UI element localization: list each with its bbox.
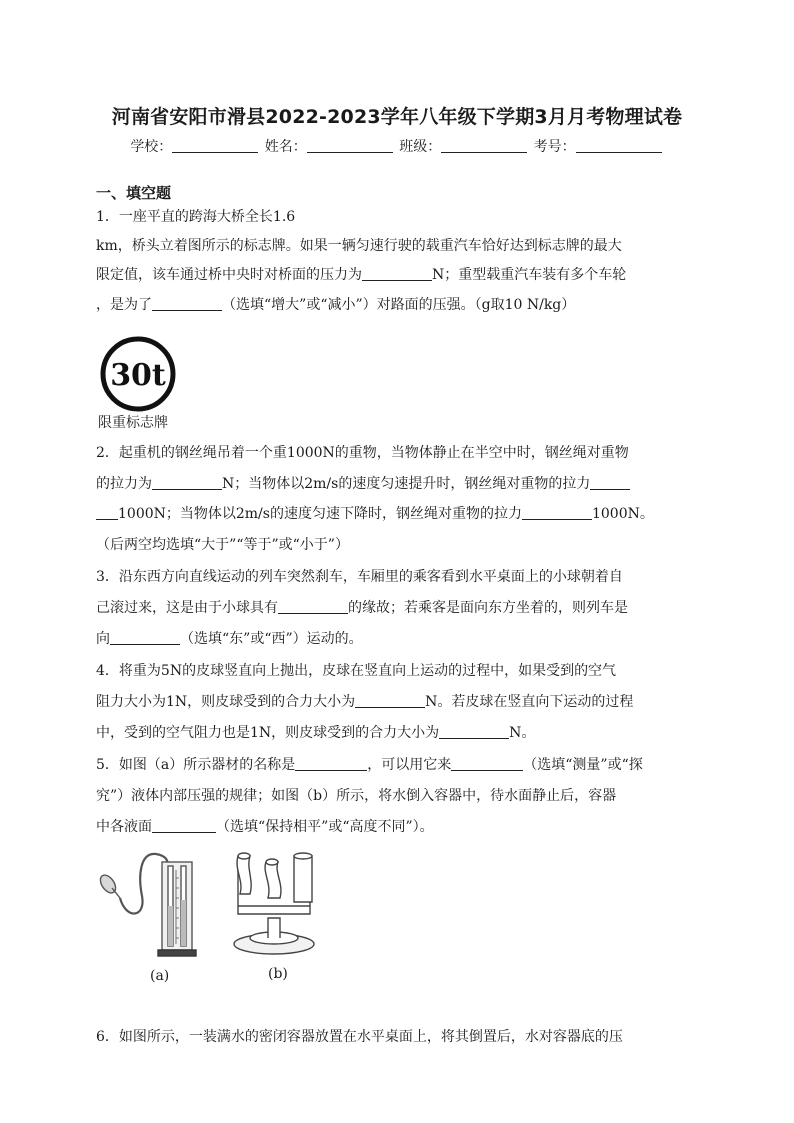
q2-line-4: （后两空均选填“大于”“等于”或“小于”） — [96, 537, 349, 553]
rubber-tube — [120, 854, 168, 914]
q3-line-3 — [96, 628, 696, 648]
q4-text-3a: 中，受到的空气阻力也是1N，则皮球受到的合力大小为 — [96, 725, 440, 741]
sign-caption: 限重标志牌 — [98, 415, 168, 431]
q1-text-4b: （选填“增大”或“减小”）对路面的压强。（g取10 N/kg） — [222, 297, 576, 313]
school-label: 学校： — [130, 139, 173, 155]
sign-text: 30t — [110, 358, 166, 393]
school-blank[interactable] — [172, 138, 258, 153]
vessel-left-mouth — [238, 853, 250, 859]
gauge-base — [158, 950, 196, 956]
q4-blank-2[interactable] — [439, 724, 509, 739]
q5-blank-1[interactable] — [295, 756, 367, 771]
q4-blank-1[interactable] — [355, 693, 425, 708]
figure-a-caption: (a) — [150, 968, 170, 984]
q5-text-3b: （选填“保持相平”或“高度不同”）。 — [216, 819, 434, 835]
q2-blank-1[interactable] — [152, 475, 222, 490]
q2-text-3c: 1000N。 — [591, 506, 654, 522]
number-blank[interactable] — [576, 138, 662, 153]
q2-blank-2-part1[interactable] — [590, 475, 630, 490]
liquid-left — [168, 906, 173, 946]
q2-line-1: 2．起重机的钢丝绳吊着一个重1000N的重物，当物体静止在半空中时，钢丝绳对重物 — [96, 445, 629, 461]
q1-text-3a: 限定值，该车通过桥中央时对桥面的压力为 — [96, 267, 362, 283]
q3-text-2a: 己滚过来，这是由于小球具有 — [96, 600, 278, 616]
q4-line-1: 4．将重为5N的皮球竖直向上抛出，皮球在竖直向上运动的过程中，如果受到的空气 — [96, 663, 617, 679]
q5-text-1a: 5．如图（a）所示器材的名称是 — [96, 757, 296, 773]
exam-title: 河南省安阳市滑县2022-2023学年八年级下学期3月月考物理试卷 — [111, 106, 683, 128]
q1-blank-2[interactable] — [152, 296, 222, 311]
q2-text-3b: 1000N；当物体以2m/s的速度匀速下降时，钢丝绳对重物的拉力 — [118, 506, 522, 522]
q3-line-1: 3．沿东西方向直线运动的列车突然刹车，车厢里的乘客看到水平桌面上的小球朝着自 — [96, 569, 623, 585]
q5-blank-3[interactable] — [152, 818, 216, 833]
student-info-row — [0, 136, 794, 156]
number-label: 考号： — [533, 139, 576, 155]
q6-line-1: 6．如图所示，一装满水的密闭容器放置在水平桌面上，将其倒置后，水对容器底的压 — [96, 1029, 623, 1045]
q3-blank-1[interactable] — [278, 599, 348, 614]
figure-a-pressure-gauge — [96, 848, 216, 958]
name-blank[interactable] — [307, 138, 393, 153]
q1-text-4a: ，是为了 — [96, 297, 152, 313]
q4-text-2b: N。若皮球在竖直向下运动的过程 — [425, 694, 634, 710]
q1-blank-1[interactable] — [362, 266, 432, 281]
q1-line-3 — [96, 264, 696, 284]
figure-b-caption: (b) — [268, 966, 288, 982]
q1-line-1: 1．一座平直的跨海大桥全长1.6 — [96, 209, 296, 225]
q3-blank-2[interactable] — [110, 630, 180, 645]
class-blank[interactable] — [441, 138, 527, 153]
figure-b-connected-vessels — [232, 846, 322, 958]
section-title: 一、填空题 — [96, 184, 172, 202]
q3-text-3a: 向 — [96, 631, 110, 647]
q5-text-3a: 中各液面 — [96, 819, 152, 835]
liquid-right — [181, 900, 186, 946]
vessel-middle-arm — [265, 862, 281, 898]
q4-line-3 — [96, 722, 696, 742]
q4-line-2 — [96, 691, 696, 711]
q5-text-1c: （选填“测量”或“探 — [523, 757, 643, 773]
q3-line-2 — [96, 597, 696, 617]
name-label: 姓名： — [264, 139, 307, 155]
q2-line-3 — [96, 503, 696, 523]
vessel-right-arm — [294, 856, 312, 902]
q2-text-2a: 的拉力为 — [96, 476, 152, 492]
q4-text-3b: N。 — [509, 725, 536, 741]
class-label: 班级： — [399, 139, 442, 155]
q5-line-1 — [96, 754, 696, 774]
q1-text-3b: N；重型载重汽车装有多个车轮 — [432, 267, 627, 283]
vessel-right-mouth — [294, 853, 312, 859]
vessel-middle-mouth — [266, 859, 278, 865]
gauge-board — [162, 862, 192, 950]
q2-blank-3[interactable] — [522, 505, 592, 520]
q5-text-1b: ，可以用它来 — [367, 757, 452, 773]
q5-line-2: 究”）液体内部压强的规律；如图（b）所示，将水倒入容器中，待水面静止后，容器 — [96, 788, 617, 804]
vessel-left-arm — [237, 856, 251, 894]
weight-limit-sign — [98, 336, 178, 416]
q2-blank-2-part2[interactable] — [96, 505, 118, 520]
q1-line-2: km，桥头立着图所示的标志牌。如果一辆匀速行驶的载重汽车恰好达到标志牌的最大 — [96, 238, 622, 254]
vessel-stem — [268, 918, 280, 938]
q3-text-2b: 的缘故；若乘客是面向东方坐着的，则列车是 — [348, 600, 628, 616]
q1-line-4 — [96, 294, 696, 314]
q4-text-2a: 阻力大小为1N，则皮球受到的合力大小为 — [96, 694, 356, 710]
q3-text-3b: （选填“东”或“西”）运动的。 — [180, 631, 363, 647]
vessel-channel — [238, 906, 310, 914]
q5-line-3 — [96, 816, 696, 836]
q2-line-2 — [96, 473, 696, 493]
q5-blank-2[interactable] — [451, 756, 523, 771]
q2-text-2b: N；当物体以2m/s的速度匀速提升时，钢丝绳对重物的拉力 — [222, 476, 591, 492]
